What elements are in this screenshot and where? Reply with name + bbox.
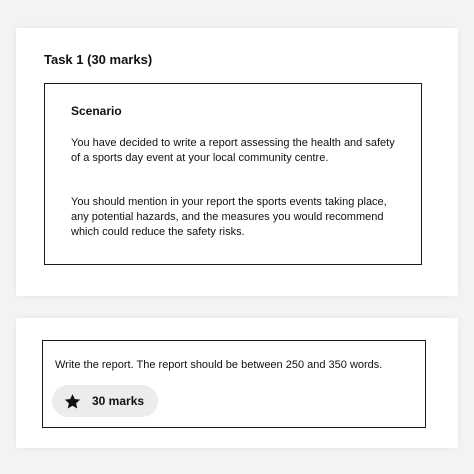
instruction-card [16,318,458,448]
task-heading: Task 1 (30 marks) [44,52,153,67]
scenario-paragraph-2: You should mention in your report the sports events taking place, any potential hazards, and the measures you would recommend which could reduce the safety risks. [71,196,387,238]
marks-badge [52,385,158,417]
scenario-paragraph-1: You have decided to write a report assessing the health and safety of a sports day event at your local community centre. [71,137,395,164]
scenario-box [44,83,422,265]
scenario-title: Scenario [71,104,122,118]
instruction-text: Write the report. The report should be between 250 and 350 words. [55,359,383,371]
star-icon [64,393,81,410]
marks-label: 30 marks [92,394,145,408]
task-card [16,28,458,296]
instruction-box [42,340,426,428]
